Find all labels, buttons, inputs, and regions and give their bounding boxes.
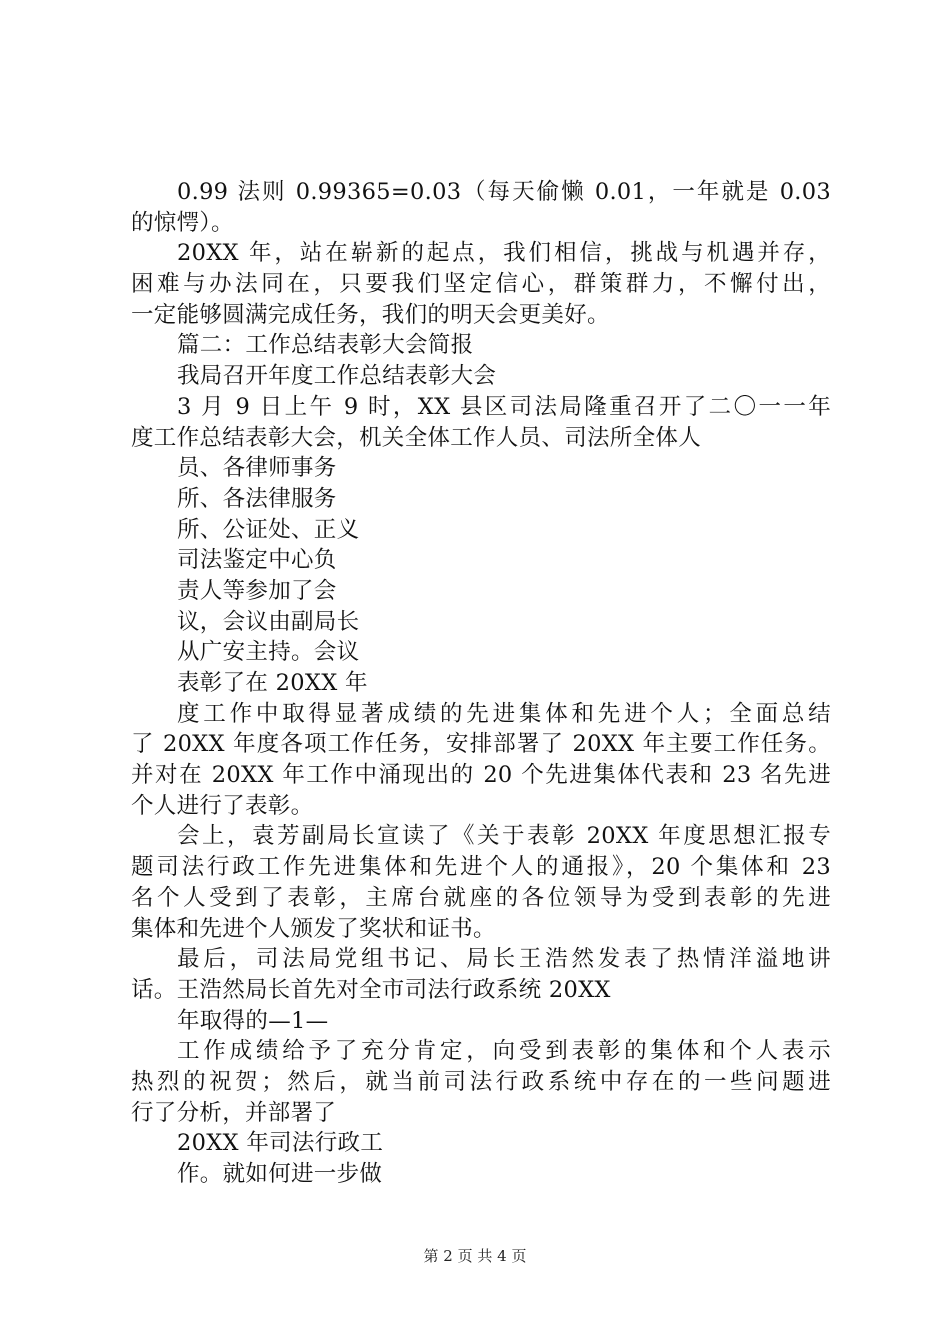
text-line: 3 月 9 日上午 9 时，XX 县区司法局隆重召开了二〇一一年 xyxy=(177,393,831,420)
text-line: 所、公证处、正义 xyxy=(177,516,360,543)
text-line: 所、各法律服务 xyxy=(177,485,337,512)
text-line: 作。就如何进一步做 xyxy=(177,1161,383,1187)
text-line: 一定能够圆满完成任务，我们的明天会更美好。 xyxy=(131,301,610,328)
text-line: 责人等参加了会 xyxy=(177,577,337,604)
document-body xyxy=(131,177,831,1190)
text-line: 的惊愕）。 xyxy=(131,209,234,236)
text-line: 最后，司法局党组书记、局长王浩然发表了热情洋溢地讲 xyxy=(177,946,831,973)
text-line: 表彰了在 20XX 年 xyxy=(177,670,368,696)
text-line: 司法鉴定中心负 xyxy=(177,547,337,574)
text-line: 员、各律师事务 xyxy=(177,455,337,482)
text-line: 行了分析，并部署了 xyxy=(131,1099,337,1126)
text-line: 集体和先进个人颁发了奖状和证书。 xyxy=(131,915,496,942)
text-line: 议，会议由副局长 xyxy=(177,608,360,635)
text-line: 题司法行政工作先进集体和先进个人的通报》，20 个集体和 23 xyxy=(131,854,831,881)
text-line: 20XX 年司法行政工 xyxy=(177,1130,384,1157)
text-line: 篇二：工作总结表彰大会简报 xyxy=(177,332,474,359)
text-line: 个人进行了表彰。 xyxy=(131,792,314,819)
text-line: 年取得的—1— xyxy=(177,1007,329,1034)
text-line: 0.99 法则 0.99365=0.03（每天偷懒 0.01，一年就是 0.03 xyxy=(177,179,831,205)
text-line: 困难与办法同在，只要我们坚定信心，群策群力，不懈付出， xyxy=(131,271,831,298)
text-line: 了 20XX 年度各项工作任务，安排部署了 20XX 年主要工作任务。 xyxy=(131,731,831,758)
text-line: 工作成绩给予了充分肯定，向受到表彰的集体和个人表示 xyxy=(177,1038,831,1065)
text-line: 名个人受到了表彰，主席台就座的各位领导为受到表彰的先进 xyxy=(131,884,831,911)
text-line: 度工作中取得显著成绩的先进集体和先进个人；全面总结 xyxy=(177,700,831,727)
text-line: 会上，袁芳副局长宣读了《关于表彰 20XX 年度思想汇报专 xyxy=(177,823,831,850)
text-line: 我局召开年度工作总结表彰大会 xyxy=(177,363,497,390)
text-line: 热烈的祝贺；然后，就当前司法行政系统中存在的一些问题进 xyxy=(131,1068,831,1095)
text-line: 并对在 20XX 年工作中涌现出的 20 个先进集体代表和 23 名先进 xyxy=(131,762,831,789)
text-line: 20XX 年，站在崭新的起点，我们相信，挑战与机遇并存， xyxy=(177,240,831,267)
text-line: 从广安主持。会议 xyxy=(177,639,360,666)
text-line: 度工作总结表彰大会，机关全体工作人员、司法所全体人 xyxy=(131,424,702,451)
text-line: 话。王浩然局长首先对全市司法行政系统 20XX xyxy=(131,976,611,1003)
page-footer: 第 2 页 共 4 页 xyxy=(423,1247,527,1265)
